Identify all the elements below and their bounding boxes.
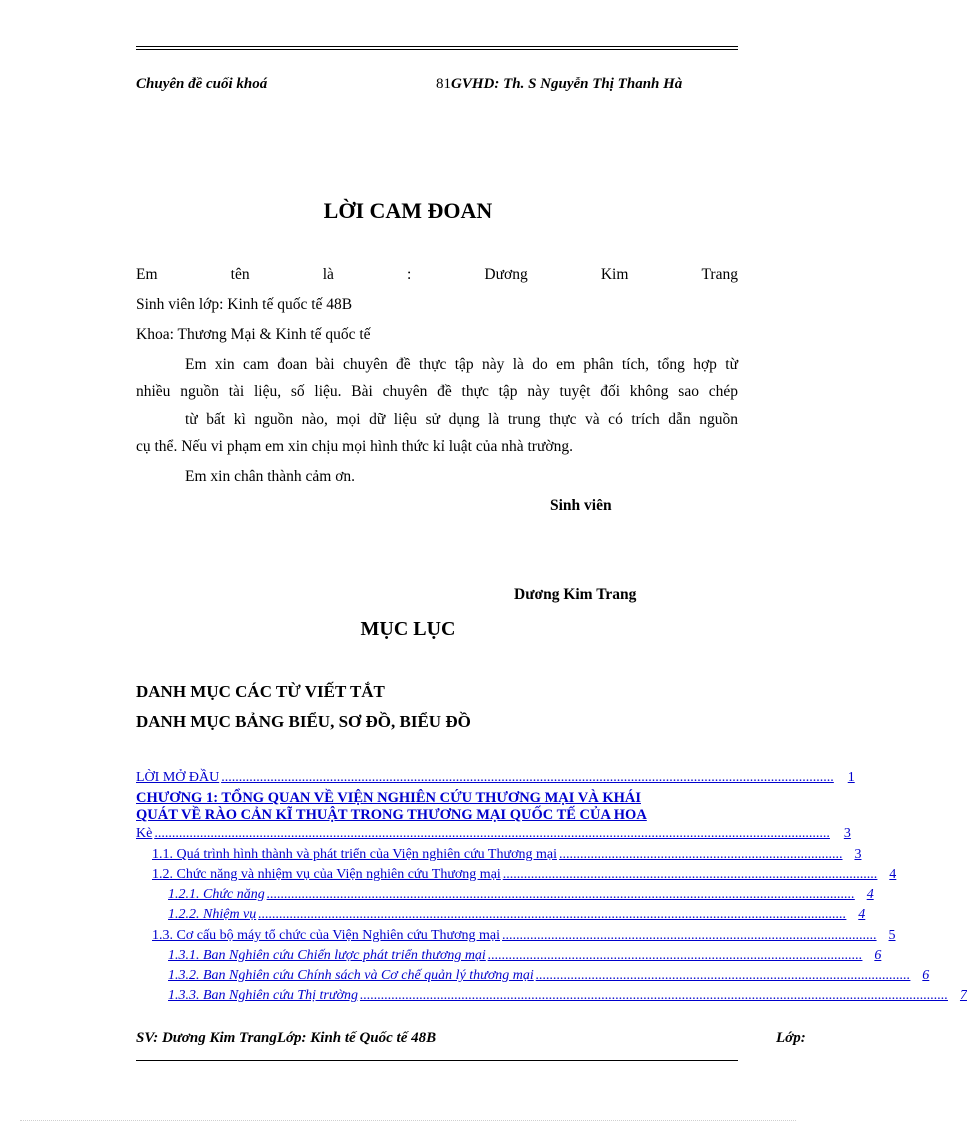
footer-right: Lớp: <box>776 1030 806 1046</box>
toc-leader: ........................................................................................................... <box>535 968 911 983</box>
paragraph2-line1 <box>185 411 738 429</box>
name-word: là <box>322 266 334 283</box>
class-line: Sinh viên lớp: Kinh tế quốc tế 48B <box>136 296 353 313</box>
toc-entry-title: 1.3.3. Ban Nghiên cứu Thị trường <box>168 988 358 1003</box>
toc-entry-page: 3 <box>854 847 862 862</box>
toc-entry-chapter1-line1[interactable]: CHƯƠNG 1: TỔNG QUAN VỀ VIỆN NGHIÊN CỨU THƯƠNG MẠI VÀ KHÁI <box>136 790 641 806</box>
toc-entry[interactable] <box>152 867 897 883</box>
toc-entry[interactable] <box>168 948 882 964</box>
toc-entry-chapter1-line2[interactable]: QUÁT VỀ RÀO CẢN KĨ THUẬT TRONG THƯƠNG MẠI QUỐC TẾ CỦA HOA <box>136 807 647 823</box>
thanks-line: Em xin chân thành cảm ơn. <box>185 468 356 485</box>
toc-entry-page: 4 <box>889 867 897 882</box>
toc-title: MỤC LỤC <box>360 618 456 640</box>
toc-heading-abbreviations: DANH MỤC CÁC TỪ VIẾT TẮT <box>136 682 385 701</box>
header-page-number: 81 <box>436 76 451 92</box>
toc-leader: ................................................................................. <box>558 847 843 862</box>
paragraph2-line1-text: từ bất kì nguồn nào, mọi dữ liệu sử dụng là trung thực và có trích dẫn nguồn <box>185 411 738 428</box>
toc-entry[interactable] <box>168 988 967 1004</box>
name-word: Trang <box>701 266 738 283</box>
header-rule-thin <box>136 49 738 50</box>
toc-entry[interactable] <box>168 907 866 923</box>
toc-leader: ........................................................................................................... <box>487 948 863 963</box>
paragraph1-line1 <box>185 356 738 374</box>
toc-entry-title: 1.3. Cơ cấu bộ máy tổ chức của Viện Nghiên cứu Thương mại <box>152 928 501 943</box>
header-advisor: GVHD: Th. S Nguyễn Thị Thanh Hà <box>451 76 683 92</box>
toc-entry-page: 1 <box>847 770 855 785</box>
header-right <box>436 76 682 93</box>
signer-role: Sinh viên <box>550 497 612 514</box>
name-word: : <box>406 266 412 283</box>
header-left: Chuyên đề cuối khoá <box>136 76 268 92</box>
toc-entry-page: 4 <box>858 907 866 922</box>
header-rule <box>136 46 738 47</box>
toc-entry-title: 1.3.2. Ban Nghiên cứu Chính sách và Cơ chế quản lý thương mại <box>168 968 534 983</box>
student-name-line <box>136 266 738 284</box>
toc-entry-page: 4 <box>866 887 874 902</box>
paragraph1-line1-text: Em xin cam đoan bài chuyên đề thực tập này là do em phân tích, tổng hợp từ <box>185 356 738 373</box>
toc-entry[interactable] <box>168 887 874 903</box>
toc-entry-page: 6 <box>874 948 882 963</box>
toc-entry[interactable] <box>152 928 896 944</box>
toc-entry-title: 1.1. Quá trình hình thành và phát triển của Viện nghiên cứu Thương mại <box>152 847 557 862</box>
toc-entry-title: LỜI MỞ ĐẦU <box>136 770 220 785</box>
faculty-line: Khoa: Thương Mại & Kinh tế quốc tế <box>136 326 371 343</box>
paragraph2-line2: cụ thể. Nếu vi phạm em xin chịu mọi hình thức kỉ luật của nhà trường. <box>136 438 573 455</box>
name-word: Em <box>136 266 158 283</box>
toc-entry-title: 1.2.2. Nhiệm vụ <box>168 907 257 922</box>
toc-entry-title: 1.3.1. Ban Nghiên cứu Chiến lược phát triển thương mại <box>168 948 486 963</box>
name-word: Dương <box>484 266 528 283</box>
toc-entry-title: 1.2.1. Chức năng <box>168 887 265 902</box>
toc-leader: ........................................................................................................... <box>502 928 877 943</box>
toc-leader: ........................................................................................................................................................................ <box>258 907 847 922</box>
name-word: tên <box>230 266 250 283</box>
toc-entry-page: 5 <box>888 928 896 943</box>
toc-entry[interactable] <box>136 826 851 842</box>
footer-left: SV: Dương Kim TrangLớp: Kinh tế Quốc tế 48B <box>136 1030 437 1046</box>
toc-entry-page: 7 <box>959 988 967 1003</box>
toc-entry[interactable] <box>152 847 862 863</box>
toc-leader: ................................................................................................................................................................................................. <box>154 826 830 841</box>
footer-rule <box>136 1060 738 1061</box>
toc-heading-figures: DANH MỤC BẢNG BIỂU, SƠ ĐỒ, BIỂU ĐỒ <box>136 712 471 731</box>
toc-leader: ........................................................................................................................................................................ <box>359 988 948 1003</box>
page-bottom-edge <box>20 1120 796 1121</box>
toc-leader: ........................................................................................................... <box>502 867 878 882</box>
toc-leader: ........................................................................................................................................................................ <box>266 887 855 902</box>
signer-name: Dương Kim Trang <box>514 586 637 603</box>
toc-entry-page: 6 <box>922 968 930 983</box>
name-word: Kim <box>600 266 629 283</box>
toc-entry[interactable] <box>136 770 855 786</box>
paragraph1-line2: nhiều nguồn tài liệu, số liệu. Bài chuyên đề thực tập này tuyệt đối không sao chép <box>136 383 738 400</box>
toc-entry-title: 1.2. Chức năng và nhiệm vụ của Viện nghiên cứu Thương mại <box>152 867 501 882</box>
toc-entry-title: Kè <box>136 826 153 841</box>
toc-entry-page: 3 <box>843 826 851 841</box>
toc-entry[interactable] <box>168 968 930 984</box>
toc-leader: ............................................................................................................................................................................... <box>221 770 834 785</box>
page-title: LỜI CAM ĐOAN <box>323 198 493 223</box>
